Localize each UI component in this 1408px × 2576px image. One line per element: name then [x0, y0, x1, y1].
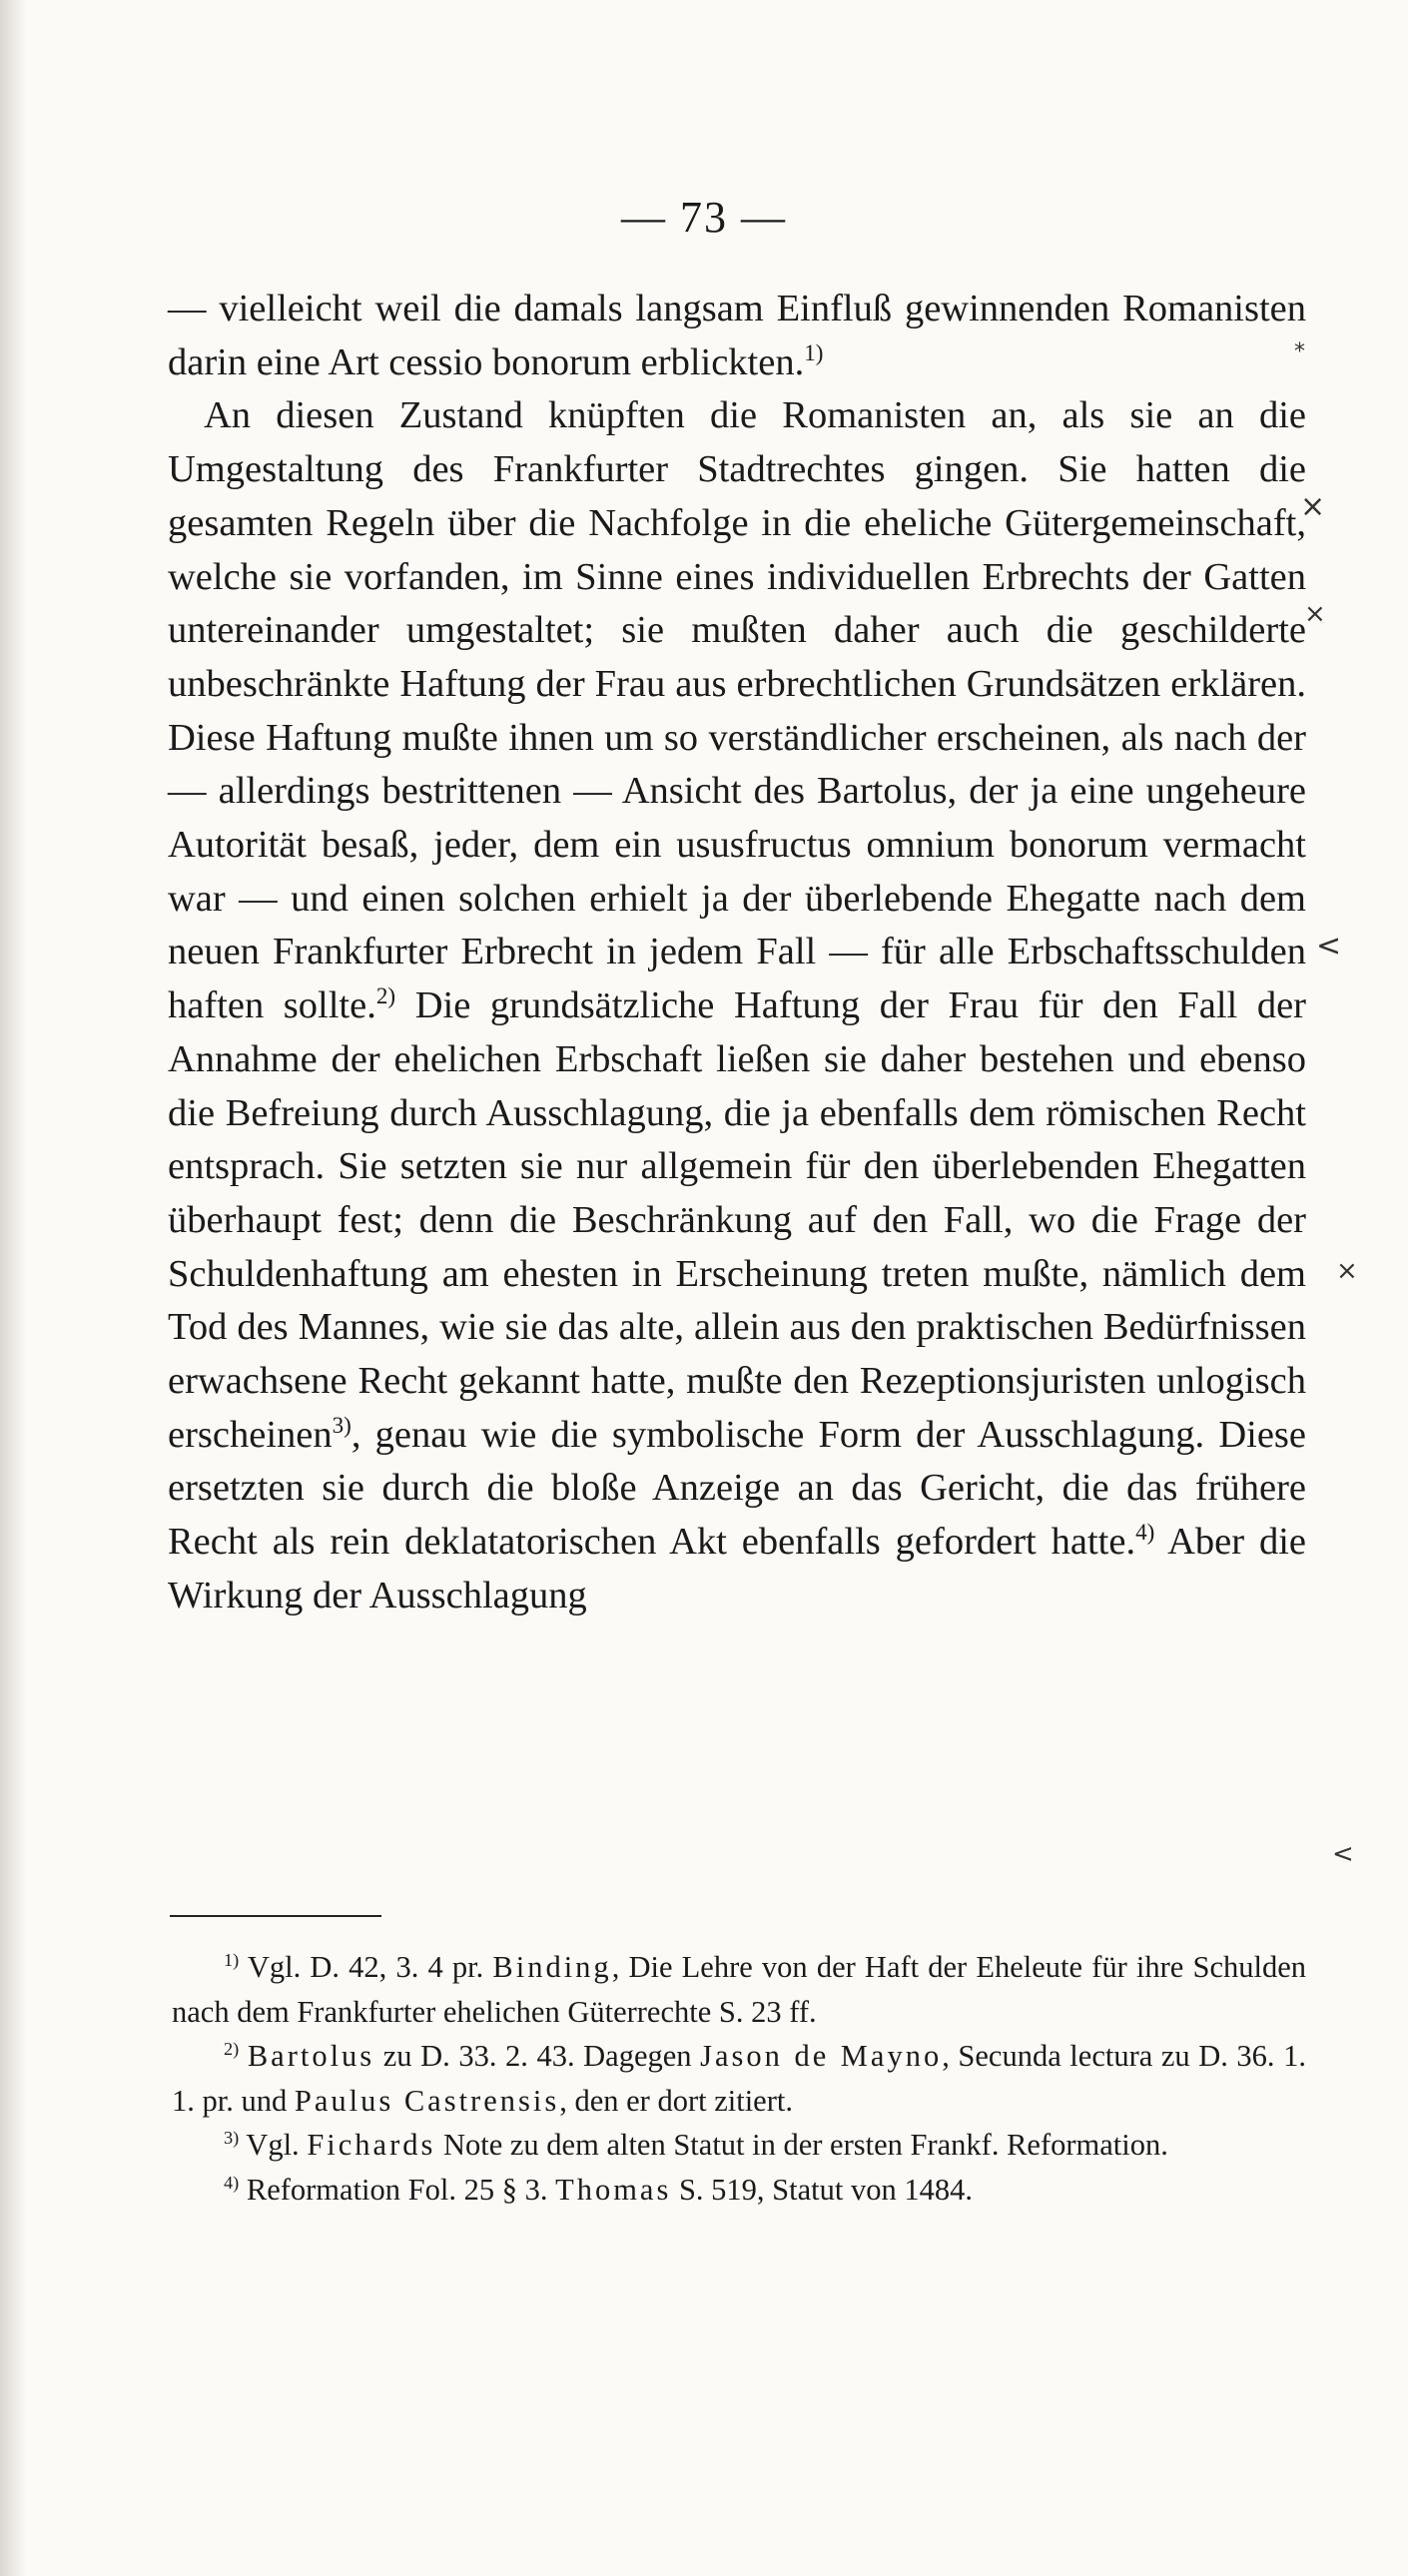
- footnote-2-pre: [239, 2039, 248, 2073]
- margin-mark-cross-icon: ×: [1336, 1256, 1358, 1286]
- footnote-4-author: Thomas: [555, 2172, 672, 2207]
- footnote-2-author: Bartolus: [247, 2039, 375, 2074]
- footnote-2: [172, 2034, 1306, 2123]
- footnote-2-author3: Paulus Castrensis: [294, 2083, 560, 2118]
- footnote-3: [172, 2123, 1306, 2168]
- paragraph-2: [168, 389, 1306, 1622]
- footnote-4-marker: 4): [224, 2173, 240, 2193]
- footnote-4-post: S. 519, Statut von 1484.: [671, 2172, 973, 2207]
- footnote-ref-4: 4): [1135, 1519, 1155, 1546]
- footnote-3-author: Fichards: [307, 2128, 436, 2163]
- footnotes: [172, 1945, 1306, 2213]
- footnote-ref-2: 2): [375, 982, 396, 1009]
- paragraph-2-seg1: An diesen Zustand knüpften die Romanisten an, als sie an die Umgestaltung des Frankfurter Stadtrechtes gingen. Sie hatten die gesamten Regeln über die Nachfolge in die eheliche Gütergemeinschaft, welche sie vorfanden, im Sinne eines individuellen Erbrechts der Gatten untereinander umgestaltet; sie mußten daher auch die geschilderte unbeschränkte Haftung der Frau aus erbrechtlichen Grundsätzen erklären. Diese Haftung mußte ihnen um so verständlicher erscheinen, als nach der — allerdings bestrittenen — Ansicht des Bartolus, der ja eine ungeheure Autorität besaß, jeder, dem ein ususfructus omnium bonorum vermacht war — und einen solchen erhielt ja der überlebende Ehegatte nach dem neuen Frankfurter Erbrecht in jedem Fall — für alle Erbschaftsschulden haften sollte.: [168, 394, 1306, 1027]
- paragraph-2-seg4: Aber die Wirkung der Ausschlagung: [168, 1521, 1307, 1616]
- scan-edge-shadow: [0, 0, 26, 2576]
- footnote-1-author: Binding: [492, 1950, 612, 1984]
- footnote-1-marker: 1): [224, 1950, 240, 1971]
- footnote-3-marker: 3): [224, 2128, 240, 2149]
- footnote-ref-1: 1): [804, 338, 824, 365]
- paragraph-2-seg3: , genau wie die symbolische Form der Ausschlagung. Diese ersetzten sie durch die bloße Anzeige an das Gericht, die das frühere Recht als rein deklatatorischen Akt ebenfalls gefordert hatte.: [168, 1413, 1306, 1564]
- footnote-2-marker: 2): [224, 2039, 240, 2060]
- paragraph-1-text: — vielleicht weil die damals langsam Einfluß gewinnenden Romanisten darin eine Art cessio bonorum erblickten.: [168, 288, 1306, 383]
- footnote-2-mid1: zu D. 33. 2. 43. Dagegen: [374, 2039, 701, 2074]
- footnote-ref-3: 3): [332, 1411, 352, 1438]
- footnote-2-mid2: , Secunda lectura zu D. 36. 1. 1. pr. und: [172, 2039, 1306, 2118]
- footnote-3-pre: Vgl.: [239, 2128, 308, 2163]
- margin-mark-cross-icon: ×: [1300, 489, 1326, 524]
- margin-mark-chevron-icon: <: [1316, 929, 1342, 964]
- footnote-1-pre: Vgl. D. 42, 3. 4 pr.: [239, 1950, 493, 1984]
- footnote-separator: [170, 1915, 381, 1917]
- main-text: [168, 283, 1306, 1623]
- footnote-3-post: Note zu dem alten Statut in der ersten Frankf. Reformation.: [435, 2128, 1168, 2163]
- footnote-1: [172, 1945, 1306, 2034]
- footnote-4: [172, 2168, 1306, 2213]
- footnote-2-post: , den er dort zitiert.: [559, 2083, 793, 2118]
- footnote-1-post: , Die Lehre von der Haft der Eheleute für ihre Schulden nach dem Frankfurter ehelichen Güterrechte S. 23 ff.: [172, 1950, 1307, 2029]
- margin-mark-asterisk-icon: *: [1294, 339, 1305, 364]
- footnote-2-author2: Jason de Mayno: [700, 2039, 943, 2074]
- margin-mark-chevron-icon: <: [1332, 1839, 1354, 1869]
- margin-mark-cross-icon: ×: [1304, 599, 1326, 629]
- page-number: — 73 —: [621, 193, 787, 242]
- paragraph-2-seg2: Die grundsätzliche Haftung der Frau für den Fall der Annahme der ehelichen Erbschaft ließen sie daher bestehen und ebenso die Befreiung durch Ausschlagung, die ja ebenfalls dem römischen Recht entsprach. Sie setzten sie nur allgemein für den überlebenden Ehegatten überhaupt fest; denn die Beschränkung auf den Fall, wo die Frage der Schuldenhaftung am ehesten in Erscheinung treten mußte, nämlich dem Tod des Mannes, wie sie das alte, allein aus den praktischen Bedürfnissen erwachsene Recht gekannt hatte, mußte den Rezeptionsjuristen unlogisch erscheinen: [168, 984, 1306, 1456]
- paragraph-1: [168, 283, 1306, 389]
- footnote-4-pre: Reformation Fol. 25 § 3.: [239, 2172, 556, 2207]
